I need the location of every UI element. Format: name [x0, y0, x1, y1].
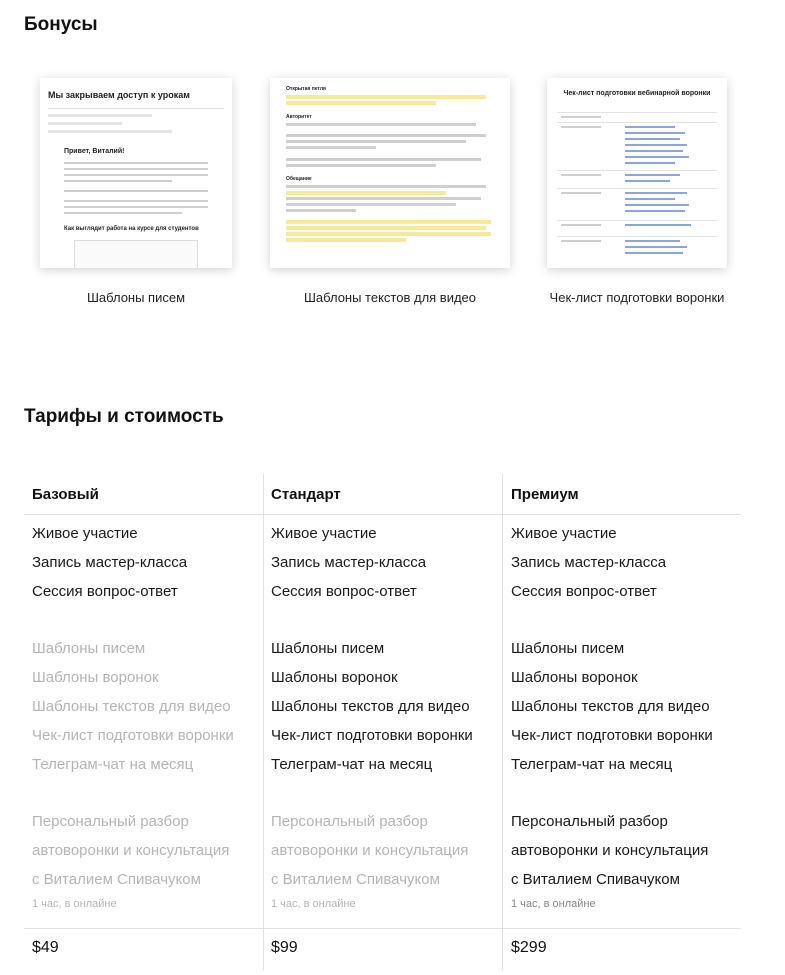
plan-feature: Шаблоны текстов для видео — [271, 698, 470, 715]
bonus-email-templates-preview[interactable] — [40, 78, 232, 268]
video-preview-text-line — [286, 146, 376, 149]
plan-feature: Телеграм-чат на месяц — [271, 756, 433, 773]
email-preview-meta — [48, 122, 122, 125]
plan-name-premium: Премиум — [511, 486, 579, 503]
email-preview-text-line — [64, 206, 208, 208]
checklist-preview-link — [625, 144, 687, 146]
plan-feature: Запись мастер-класса — [511, 554, 667, 571]
plan-name-basic: Базовый — [32, 486, 99, 503]
checklist-preview-link — [625, 138, 680, 140]
checklist-preview-link — [625, 162, 675, 164]
checklist-preview-link — [625, 210, 685, 212]
email-preview-text-line — [64, 190, 208, 192]
checklist-preview-link — [625, 180, 670, 182]
checklist-preview-link — [625, 132, 685, 134]
column-divider — [502, 474, 503, 970]
email-preview-text-line — [64, 212, 182, 214]
plan-feature: с Виталием Спивачуком — [32, 871, 201, 888]
plan-feature: Телеграм-чат на месяц — [511, 756, 673, 773]
plan-feature: Шаблоны текстов для видео — [32, 698, 231, 715]
checklist-preview-title: Чек-лист подготовки вебинарной воронки — [563, 90, 711, 97]
email-preview-text-line — [64, 180, 172, 182]
checklist-preview-link — [625, 246, 687, 248]
plan-feature: Запись мастер-класса — [32, 554, 188, 571]
video-preview-text-line — [286, 164, 436, 167]
plan-feature: Живое участие — [271, 525, 377, 542]
video-preview-text-line — [286, 134, 486, 137]
bonus-funnel-checklist-preview[interactable] — [547, 78, 727, 268]
checklist-preview-row — [557, 170, 717, 171]
video-preview-highlight — [286, 191, 446, 195]
email-preview-greeting: Привет, Виталий! — [64, 148, 125, 155]
bonus-caption-email-templates: Шаблоны писем — [86, 290, 186, 305]
bonuses-title: Бонусы — [24, 14, 98, 35]
plan-feature: Персональный разбор — [511, 813, 668, 830]
checklist-preview-label — [561, 192, 601, 194]
plan-feature: Шаблоны текстов для видео — [511, 698, 710, 715]
email-preview-subheading: Как выглядит работа на курсе для студентов — [64, 226, 199, 232]
plan-feature: Чек-лист подготовки воронки — [271, 727, 473, 744]
email-preview-text-line — [64, 168, 208, 170]
checklist-preview-row — [557, 236, 717, 237]
bonus-video-scripts-preview[interactable] — [270, 78, 510, 268]
plan-feature: Чек-лист подготовки воронки — [511, 727, 713, 744]
plan-feature-note: 1 час, в онлайне — [511, 898, 596, 910]
plan-feature: автоворонки и консультация — [32, 842, 230, 859]
checklist-preview-label — [561, 240, 601, 242]
plan-feature: Сессия вопрос-ответ — [32, 583, 178, 600]
checklist-preview-row — [557, 220, 717, 221]
video-preview-text-line — [286, 140, 466, 143]
video-preview-heading: Авторитет — [286, 114, 312, 120]
plan-feature: Шаблоны писем — [271, 640, 385, 657]
checklist-preview-link — [625, 156, 689, 158]
checklist-preview-row — [557, 122, 717, 123]
plan-feature: автоворонки и консультация — [511, 842, 709, 859]
plan-feature: Запись мастер-класса — [271, 554, 427, 571]
email-preview-meta — [48, 114, 152, 117]
email-preview-image — [74, 240, 198, 268]
video-preview-highlight — [286, 220, 491, 224]
video-preview-highlight — [286, 232, 491, 236]
plan-feature: Телеграм-чат на месяц — [32, 756, 194, 773]
checklist-preview-link — [625, 126, 675, 128]
plan-feature: Шаблоны писем — [511, 640, 625, 657]
plan-feature: автоворонки и консультация — [271, 842, 469, 859]
plan-feature: Сессия вопрос-ответ — [511, 583, 657, 600]
plan-name-standard: Стандарт — [271, 486, 341, 503]
checklist-preview-row — [557, 112, 717, 113]
plan-price-basic: $49 — [32, 939, 59, 956]
checklist-preview-link — [625, 174, 680, 176]
video-preview-highlight — [286, 238, 406, 242]
checklist-preview-link — [625, 192, 687, 194]
plan-feature: с Виталием Спивачуком — [271, 871, 440, 888]
price-divider — [24, 928, 741, 929]
video-preview-highlight — [286, 101, 436, 105]
checklist-preview-label — [561, 174, 601, 176]
bonus-caption-video-scripts: Шаблоны текстов для видео — [303, 290, 477, 305]
plan-feature: Чек-лист подготовки воронки — [32, 727, 234, 744]
checklist-preview-label — [561, 116, 601, 118]
checklist-preview-link — [625, 150, 683, 152]
video-preview-text-line — [286, 209, 356, 212]
plan-feature-note: 1 час, в онлайне — [271, 898, 356, 910]
plan-feature: Живое участие — [32, 525, 138, 542]
header-divider — [24, 514, 741, 515]
email-preview-meta — [48, 130, 172, 133]
checklist-preview-link — [625, 252, 683, 254]
checklist-preview-link — [625, 198, 675, 200]
plan-price-premium: $299 — [511, 939, 547, 956]
plan-feature: Живое участие — [511, 525, 617, 542]
plan-feature: Шаблоны писем — [32, 640, 146, 657]
checklist-preview-label — [561, 224, 601, 226]
video-preview-highlight — [286, 226, 486, 230]
video-preview-heading: Открытая петля — [286, 86, 326, 92]
email-preview-text-line — [64, 174, 208, 176]
plan-feature: Персональный разбор — [32, 813, 189, 830]
video-preview-heading: Обещание — [286, 176, 312, 182]
email-preview-text-line — [64, 162, 208, 164]
plan-feature: с Виталием Спивачуком — [511, 871, 680, 888]
column-divider — [263, 474, 264, 970]
video-preview-text-line — [286, 203, 456, 206]
email-preview-subject: Мы закрываем доступ к урокам — [48, 90, 190, 100]
email-preview-text-line — [64, 200, 208, 202]
plan-price-standard: $99 — [271, 939, 298, 956]
checklist-preview-label — [561, 126, 601, 128]
checklist-preview-link — [625, 224, 691, 226]
checklist-preview-link — [625, 204, 689, 206]
video-preview-text-line — [286, 158, 481, 161]
plan-feature-note: 1 час, в онлайне — [32, 898, 117, 910]
checklist-preview-link — [625, 240, 680, 242]
plan-feature: Шаблоны воронок — [32, 669, 159, 686]
plan-feature: Персональный разбор — [271, 813, 428, 830]
video-preview-text-line — [286, 197, 481, 200]
video-preview-text-line — [286, 185, 486, 188]
plan-feature: Шаблоны воронок — [271, 669, 398, 686]
video-preview-highlight — [286, 95, 486, 99]
plan-feature: Сессия вопрос-ответ — [271, 583, 417, 600]
plan-feature: Шаблоны воронок — [511, 669, 638, 686]
checklist-preview-row — [557, 188, 717, 189]
video-preview-text-line — [286, 123, 476, 126]
bonus-caption-funnel-checklist: Чек-лист подготовки воронки — [549, 290, 725, 305]
email-preview-divider — [48, 108, 224, 109]
tariffs-title: Тарифы и стоимость — [24, 406, 224, 427]
